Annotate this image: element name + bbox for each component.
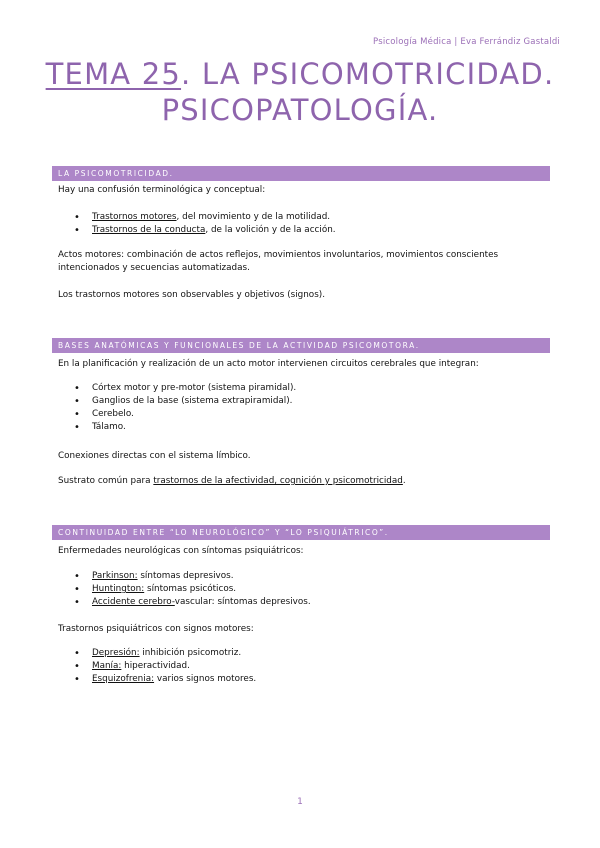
section3-intro2: Trastornos psiquiátricos con signos motores: <box>58 624 254 634</box>
list-item: • Trastornos de la conducta, de la volición y de la acción. <box>74 224 336 237</box>
section2-bullet-list <box>74 382 296 434</box>
section-heading-bases: BASES ANATÓMICAS Y FUNCIONALES DE LA ACTIVIDAD PSICOMOTORA. <box>52 338 550 353</box>
list-item: • Esquizofrenia: varios signos motores. <box>74 673 256 686</box>
section3-intro1: Enfermedades neurológicas con síntomas psiquiátricos: <box>58 546 304 556</box>
section1-intro: Hay una confusión terminológica y conceptual: <box>58 185 266 195</box>
section1-para1: Actos motores: combinación de actos reflejos, movimientos involuntarios, movimientos conscientes intencionados y secuencias automatizadas. <box>58 250 499 274</box>
section2-para1: Conexiones directas con el sistema límbico. <box>58 451 251 461</box>
list-item: • Depresión: inhibición psicomotriz. <box>74 647 256 660</box>
section1-para2: Los trastornos motores son observables y objetivos (signos). <box>58 290 326 300</box>
title-rest: . LA PSICOMOTRICIDAD. <box>181 57 555 91</box>
list-item: • Tálamo. <box>74 421 296 434</box>
page-header: Psicología Médica | Eva Ferrándiz Gastaldi <box>373 37 560 47</box>
section-heading-continuidad: CONTINUIDAD ENTRE “LO NEUROLÓGICO” Y “LO PSIQUIÁTRICO”. <box>52 525 550 540</box>
list-item: • Cerebelo. <box>74 408 296 421</box>
list-item: • Huntington: síntomas psicóticos. <box>74 583 311 596</box>
list-item: • Parkinson: síntomas depresivos. <box>74 570 311 583</box>
section1-bullet-list <box>74 211 336 237</box>
section3-bullet-list1 <box>74 570 311 609</box>
section2-para2: Sustrato común para trastornos de la afectividad, cognición y psicomotricidad. <box>58 476 406 486</box>
title-number: TEMA 25 <box>45 57 182 91</box>
page-number: 1 <box>297 797 303 807</box>
section3-bullet-list2 <box>74 647 256 686</box>
page-title <box>40 56 560 128</box>
title-line2: PSICOPATOLOGÍA. <box>161 93 439 127</box>
list-item: • Accidente cerebro-vascular: síntomas depresivos. <box>74 596 311 609</box>
section2-intro: En la planificación y realización de un acto motor intervienen circuitos cerebrales que integran: <box>58 359 479 369</box>
section-heading-psicomotricidad: LA PSICOMOTRICIDAD. <box>52 166 550 181</box>
list-item: • Manía: hiperactividad. <box>74 660 256 673</box>
list-item: • Trastornos motores, del movimiento y de la motilidad. <box>74 211 336 224</box>
list-item: • Ganglios de la base (sistema extrapiramidal). <box>74 395 296 408</box>
list-item: • Córtex motor y pre-motor (sistema piramidal). <box>74 382 296 395</box>
